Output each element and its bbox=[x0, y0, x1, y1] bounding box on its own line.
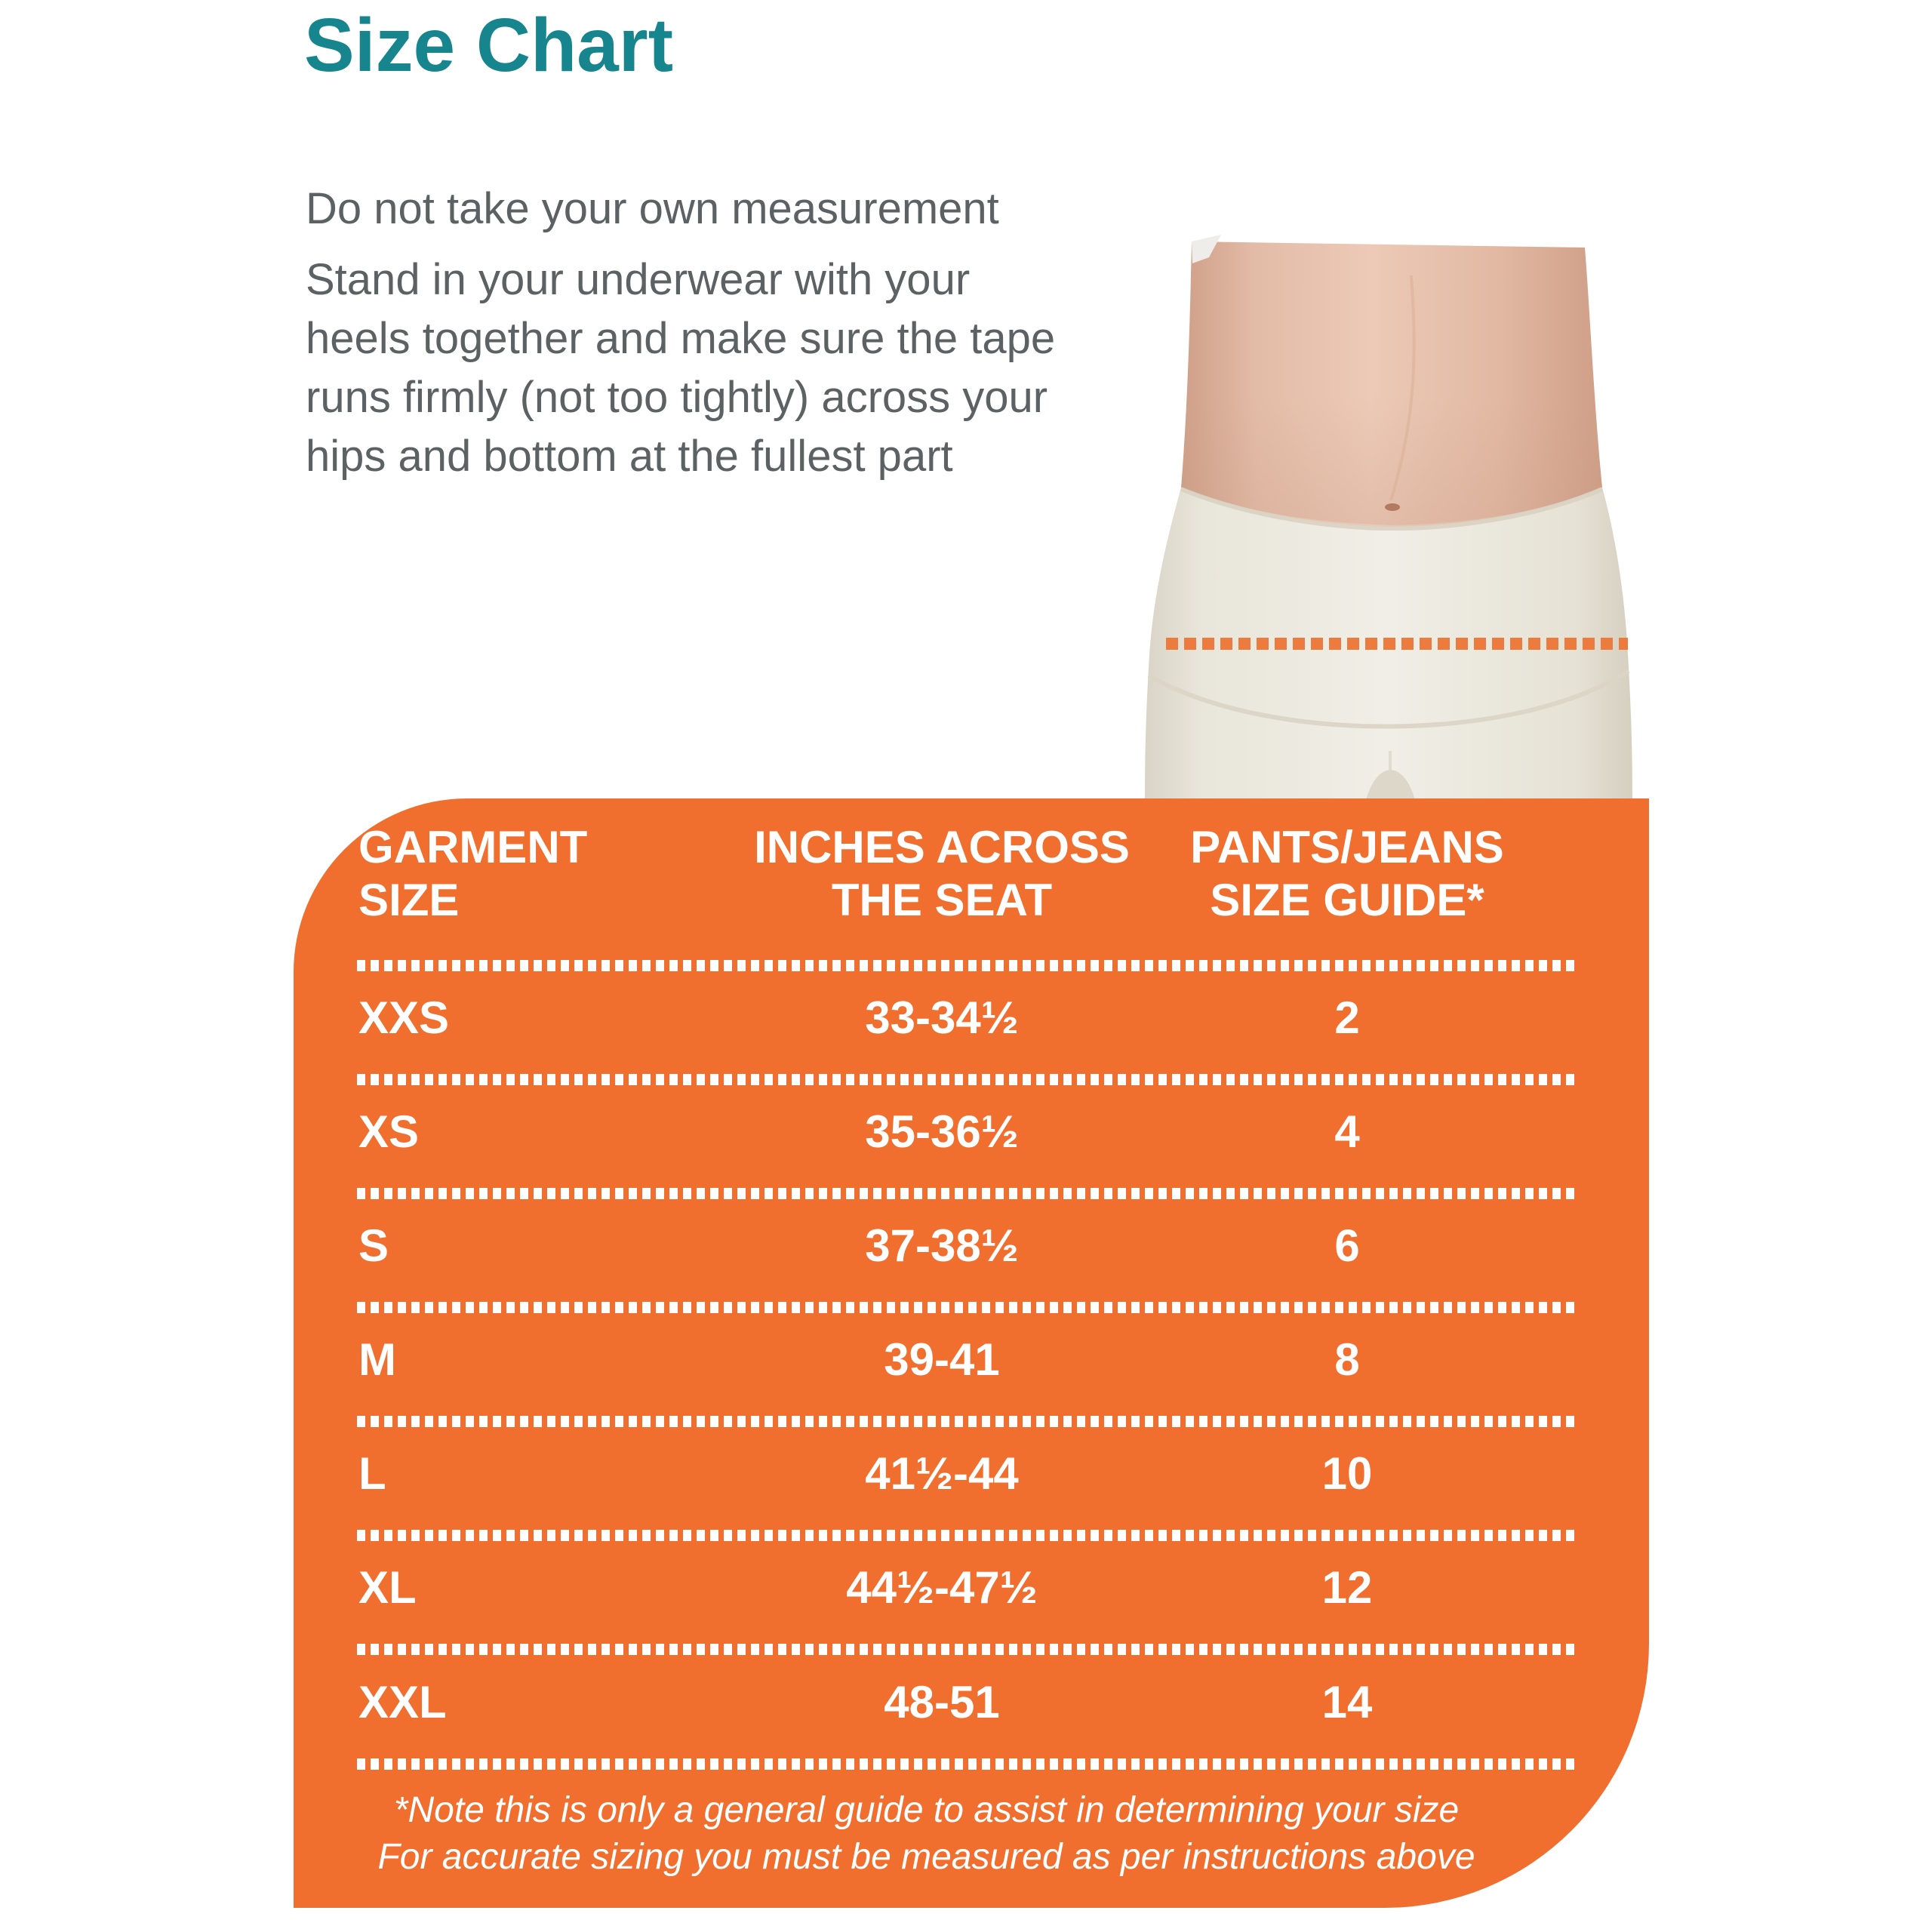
garment-size-cell: L bbox=[358, 1448, 386, 1499]
table-row bbox=[357, 1334, 1575, 1385]
page-title: Size Chart bbox=[304, 3, 674, 88]
inches-cell: 48-51 bbox=[884, 1677, 1000, 1727]
instruction-paragraph-line: Stand in your underwear with your bbox=[306, 255, 971, 304]
dotted-divider bbox=[357, 1074, 1575, 1085]
dotted-divider bbox=[357, 1530, 1575, 1541]
footnote-line: For accurate sizing you must be measured as per instructions above bbox=[377, 1837, 1475, 1877]
inches-cell: 33-34½ bbox=[865, 992, 1019, 1043]
table-row bbox=[357, 1677, 1575, 1727]
pants-size-cell: 4 bbox=[1334, 1106, 1360, 1157]
pants-size-cell: 8 bbox=[1334, 1334, 1360, 1385]
table-row bbox=[357, 1106, 1575, 1157]
pants-size-cell: 2 bbox=[1334, 992, 1360, 1043]
torso-illustration bbox=[1132, 223, 1645, 800]
dotted-divider bbox=[357, 1188, 1575, 1199]
inches-cell: 37-38½ bbox=[865, 1220, 1019, 1271]
table-row bbox=[357, 1562, 1575, 1613]
footnote-line: *Note this is only a general guide to assist in determining your size bbox=[393, 1790, 1460, 1830]
garment-size-cell: S bbox=[358, 1220, 389, 1271]
inches-cell: 35-36½ bbox=[865, 1106, 1019, 1157]
garment-size-cell: XXL bbox=[358, 1677, 447, 1727]
table-footnote bbox=[357, 1787, 1575, 1881]
garment-size-cell: M bbox=[358, 1334, 396, 1385]
pants-size-cell: 12 bbox=[1321, 1562, 1373, 1613]
garment-size-cell: XS bbox=[358, 1106, 420, 1157]
pants-size-cell: 14 bbox=[1321, 1677, 1373, 1727]
hip-measurement-dotted-line bbox=[1166, 638, 1628, 650]
dotted-divider bbox=[357, 1644, 1575, 1655]
table-row bbox=[357, 1448, 1575, 1499]
instruction-line: Do not take your own measurement bbox=[306, 184, 999, 233]
measurement-photo bbox=[1132, 223, 1645, 800]
dotted-divider bbox=[357, 960, 1575, 971]
dotted-divider bbox=[357, 1416, 1575, 1427]
garment-size-cell: XL bbox=[358, 1562, 417, 1613]
navel bbox=[1385, 503, 1400, 511]
inches-cell: 39-41 bbox=[884, 1334, 1000, 1385]
instruction-paragraph-line: hips and bottom at the fullest part bbox=[306, 432, 953, 481]
inches-cell: 44½-47½ bbox=[846, 1562, 1038, 1613]
header-inches-across-seat: INCHES ACROSS THE SEAT bbox=[754, 822, 1130, 925]
dotted-divider bbox=[357, 1758, 1575, 1770]
inches-cell: 41½-44 bbox=[865, 1448, 1019, 1499]
garment-size-cell: XXS bbox=[358, 992, 450, 1043]
table-header-row bbox=[357, 821, 1575, 927]
header-garment-size: GARMENT SIZE bbox=[358, 822, 588, 925]
instruction-paragraph bbox=[306, 251, 1055, 486]
instruction-paragraph-line: heels together and make sure the tape bbox=[306, 314, 1056, 363]
table-row bbox=[357, 992, 1575, 1043]
table-row bbox=[357, 1220, 1575, 1271]
header-pants-size-guide: PANTS/JEANS SIZE GUIDE* bbox=[1190, 822, 1504, 925]
pants-size-cell: 10 bbox=[1321, 1448, 1373, 1499]
dotted-divider bbox=[357, 1302, 1575, 1313]
instruction-paragraph-line: runs firmly (not too tightly) across your bbox=[306, 373, 1048, 422]
pants-size-cell: 6 bbox=[1334, 1220, 1360, 1271]
size-table-panel bbox=[294, 798, 1649, 1908]
